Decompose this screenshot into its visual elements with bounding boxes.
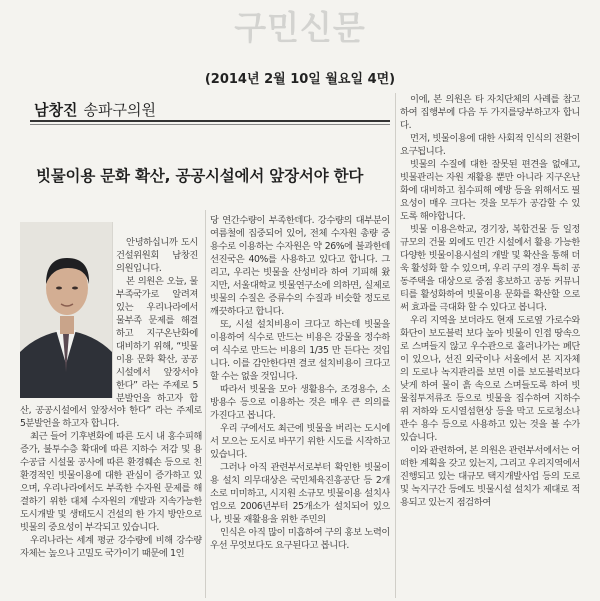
article-column-2 <box>210 214 390 599</box>
paragraph: 그러나 아직 관련부서로부터 확인한 빗물이용 설치 의무대상은 국민체육진흥공단 등 2개소로 미미하고, 시지원 소규모 빗물이용 설치사업으로 2006년부터 25개소가 설치되어 있으나, 빗물 재활용을 위한 주민의 <box>210 462 390 525</box>
paragraph: 당 연간수량이 부족한데다. 강수량의 대부분이 여름철에 집중되어 있어, 전체 수자원 총량 중 용수로 이용하는 수자원은 약 26%에 불과한데 선진국은 40%를 사용하고 있다고 합니다. 그리고, 우리는 빗물을 산성비라 하여 기피해 왔지만, 서울대학교 빗물연구소에 의하면, 실제로 빗물의 수질은 증류수의 수질과 비슷할 정도로 깨끗하다고 합니다. <box>210 215 390 317</box>
paragraph: 우리 구에서도 최근에 빗물을 버리는 도시에서 모으는 도시로 바꾸기 위한 시도를 시작하고 있습니다. <box>210 423 390 460</box>
paragraph: 따라서 빗물을 모아 생활용수, 조경용수, 소방용수 등으로 이용하는 것은 매우 큰 의의를 가진다고 봅니다. <box>210 384 390 421</box>
article-column-1-top <box>116 236 198 407</box>
author-position: 송파구의원 <box>83 101 156 119</box>
paragraph: 우리 지역을 보더라도 현재 도로옆 가로수와 화단이 보도블럭 보다 높아 빗물이 인접 땅속으로 스며들지 않고 우수관으로 흘러나가는 폐단이 있으나, 선진 외국이나 서울에서 본 지자체의 도로나 녹지관리를 보면 이를 보도블럭보다 낮게 하여 물이 흙 속으로 스며들도록 하여 빗물침투저류조 등으로 빗물을 집수하여 지하수위 저하와 도시열섬현상 등을 막고 도로청소나 관수 용수 등으로 사용하고 있는 것을 볼 수가 있습니다. <box>400 315 580 443</box>
paragraph: 최근 들어 기후변화에 따른 도시 내 홍수피해 증가, 불투수층 확대에 따른 지하수 저감 및 용수공급 시설물 공사에 따른 환경훼손 등으로 친환경적인 빗물이용에 대한 관심이 증가하고 있으며, 우리나라에서도 부족한 수자원 문제를 해결하기 위한 대체 수자원의 개발과 지속가능한 도시개발 및 생태도시 건설의 한 가지 방안으로 빗물의 중요성이 부각되고 있습니다. <box>20 431 202 533</box>
author-name: 남창진 <box>34 101 78 119</box>
byline-rule-thin <box>30 124 390 125</box>
paragraph: 안녕하십니까 도시건설위원회 남창진 의원입니다. <box>116 237 198 274</box>
issue-dateline: (2014년 2월 10일 월요일 4면) <box>204 72 396 87</box>
paragraph-continued: 산, 공공시설에서 앞장서야 한다” 라는 주제로 5분발언을 하고자 합니다. <box>20 405 202 429</box>
paragraph: 본 의원은 오늘, 물부족국가로 알려져 있는 우리나라에서 물부족 문제를 해결하고 지구온난화에 대비하기 위해, “빗물이용 문화 확산, 공공시설에서 앞장서야 한다” 라는 주제로 5분발언을 하고자 합 <box>116 276 198 404</box>
byline-rule <box>30 120 390 122</box>
column-divider <box>395 93 396 598</box>
article-headline: 빗물이용 문화 확산, 공공시설에서 앞장서야 한다 <box>36 167 364 185</box>
paragraph: 또, 시설 설치비용이 크다고 하는데 빗물을 이용하여 식수로 만드는 비용은 강물을 정수하여 식수로 만드는 비용의 1/35 만 든다는 것입니다. 이를 감안한다면 결코 설치비용이 크다고 할 수는 없을 것입니다. <box>210 319 390 382</box>
paragraph: 우리나라는 세계 평균 강수량에 비해 강수량 자체는 높으나 고밀도 국가이기 때문에 1인 <box>20 535 202 559</box>
article-column-1-bottom <box>20 404 202 599</box>
paragraph: 빗물 이용은학교, 경기장, 복합건물 등 일정 규모의 건물 외에도 민간 시설에서 활용 가능한 다양한 빗물이용시설의 개발 및 확산을 통해 더욱 활성화 할 수 있으며, 우리 구의 경우 특히 공동주택을 대상으로 중점 홍보하고 공동 커뮤니티를 활성화하여 빗물이용 문화를 확산할 으로써 효과를 극대화 할 수 있다고 봅니다. <box>400 224 580 313</box>
author-byline <box>34 99 156 120</box>
paragraph: 먼저, 빗물이용에 대한 사회적 인식의 전환이 요구됩니다. <box>400 133 580 157</box>
article-column-3 <box>400 93 580 599</box>
paragraph: 인식은 아직 많이 미흡하여 구의 홍보 노력이 우선 무엇보다도 요구된다고 봅니다. <box>210 527 390 551</box>
paragraph: 이에, 본 의원은 타 자치단체의 사례를 참고하여 집행부에 다음 두 가지를당부하고자 합니다. <box>400 94 580 131</box>
paragraph: 빗물의 수질에 대한 잘못된 편견을 없애고, 빗물관리는 자원 재활용 뿐만 아니라 지구온난화에 대비하고 침수피해 예방 등을 위해서도 필요성이 매우 크다는 것을 모두가 공감할 수 있도록 해야합니다. <box>400 159 580 222</box>
author-portrait-photo <box>20 222 113 398</box>
newspaper-masthead: 구민신문 <box>234 8 366 47</box>
column-divider <box>205 210 206 598</box>
paragraph: 이와 관련하여, 본 의원은 관련부서에서는 어떠한 계획을 갖고 있는지, 그리고 우리지역에서 진행되고 있는 대규모 택지개발사업 등의 도로 및 녹지구간 등에도 빗물시설 설치가 제대로 적용되고 있는지 점검하여 <box>400 445 580 508</box>
portrait-illustration <box>20 222 112 398</box>
